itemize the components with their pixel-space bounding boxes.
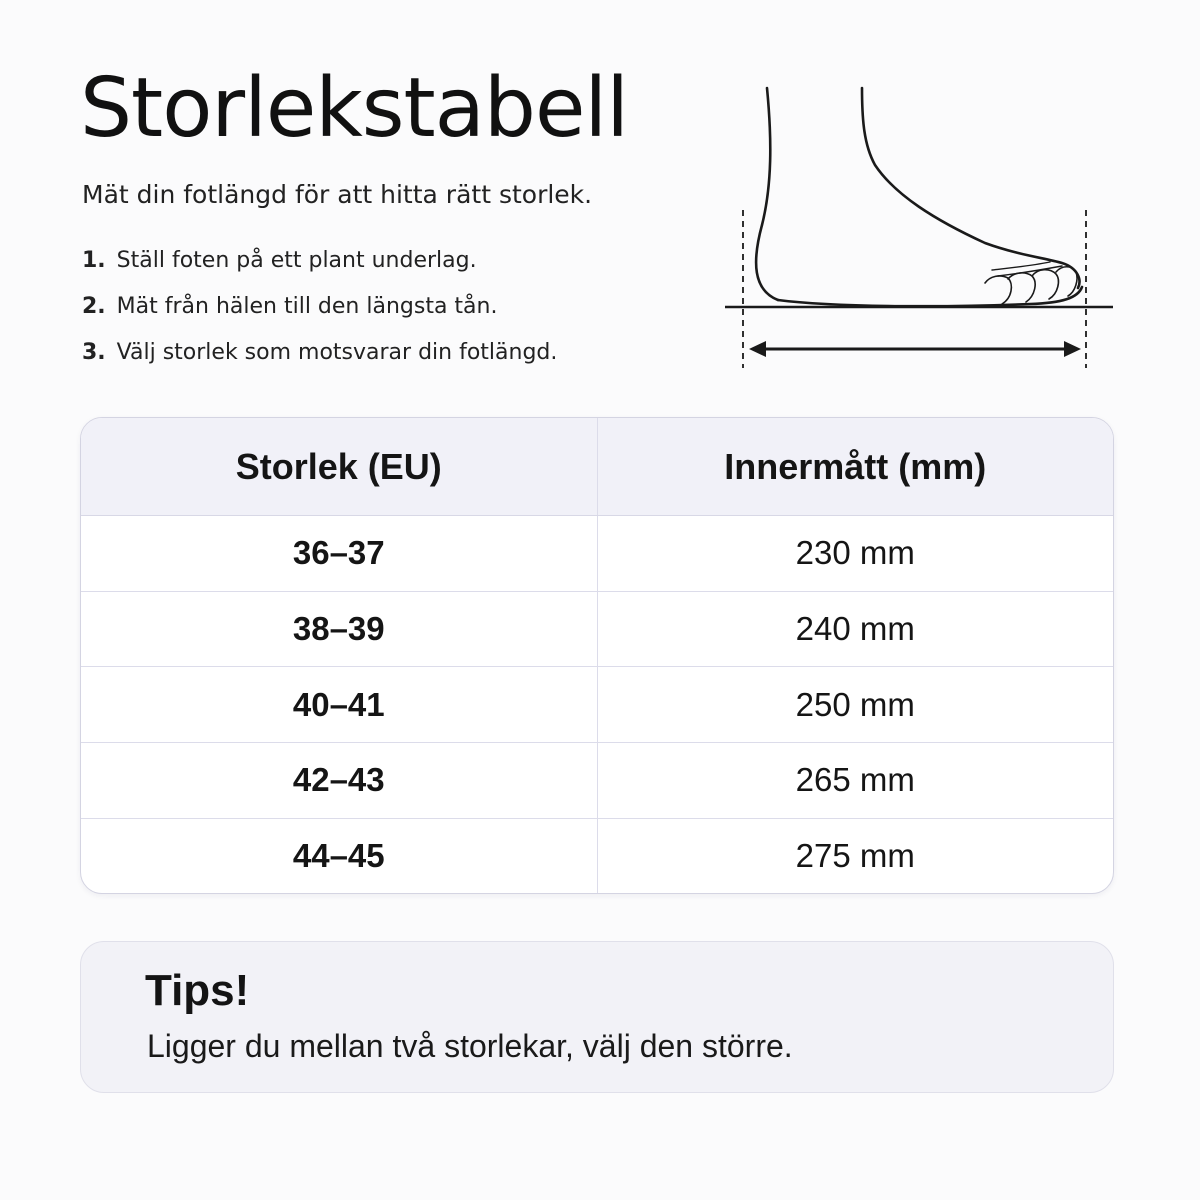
measurement-steps [82,248,557,386]
table-header-row [81,418,1113,516]
size-cell: 44–45 [81,818,597,893]
step-item [82,340,557,386]
step-number: 3. [82,340,106,365]
size-table [80,417,1114,894]
header-size: Storlek (EU) [81,418,597,516]
length-cell: 265 mm [597,743,1113,819]
tips-text: Ligger du mellan två storlekar, välj den större. [147,1028,793,1064]
tips-title: Tips! [145,966,250,1015]
length-cell: 250 mm [597,667,1113,743]
step-text: Ställ foten på ett plant underlag. [116,248,477,273]
length-cell: 275 mm [597,818,1113,893]
table-row [81,818,1113,893]
page-subtitle: Mät din fotlängd för att hitta rätt storlek. [82,180,593,209]
step-number: 1. [82,248,106,273]
length-cell: 230 mm [795,534,915,572]
step-text: Välj storlek som motsvarar din fotlängd. [116,340,558,365]
length-cell: 240 mm [597,591,1113,667]
table-row [81,516,1113,592]
size-cell: 40–41 [81,667,597,743]
step-item [82,248,557,294]
size-cell: 38–39 [81,591,597,667]
page-title: Storlekstabell [80,61,628,156]
size-cell: 36–37 [81,516,597,592]
table-row [81,743,1113,819]
foot-measurement-icon [700,80,1130,380]
table-row [81,591,1113,667]
header-inner-length: Innermått (mm) [597,418,1113,516]
size-cell: 42–43 [81,743,597,819]
step-text: Mät från hälen till den längsta tån. [116,294,498,319]
step-item [82,294,557,340]
table-row [81,667,1113,743]
step-number: 2. [82,294,106,319]
tips-box [80,941,1114,1093]
